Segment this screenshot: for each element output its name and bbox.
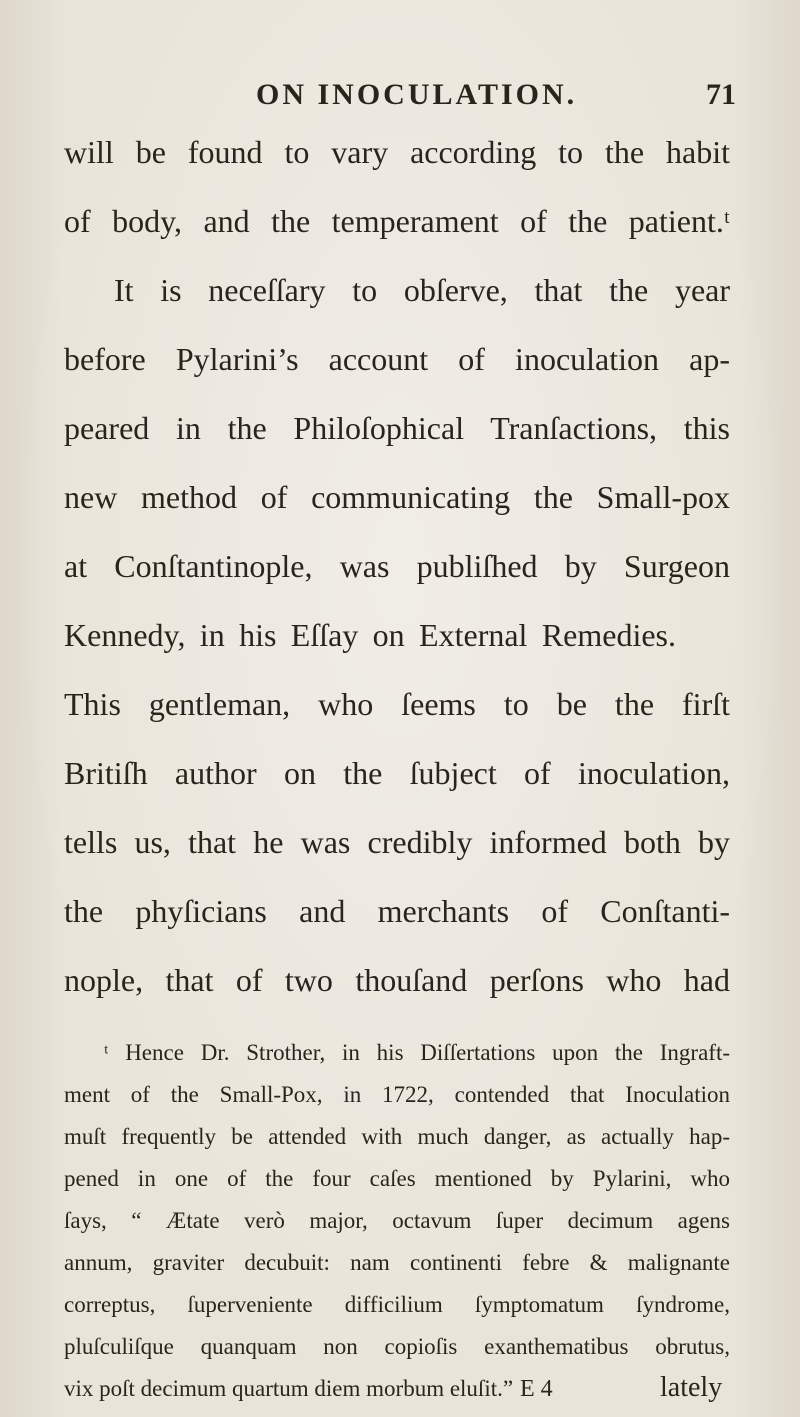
running-head-title: ON INOCULATION. xyxy=(256,78,578,111)
running-head xyxy=(0,78,800,118)
signature-mark: E 4 xyxy=(520,1376,553,1402)
footnote-line: ᵗ Hence Dr. Strother, in his Diſſertations upon the Ingraft- xyxy=(104,1040,730,1065)
footnote-line: annum, graviter decubuit: nam continenti febre & malignante xyxy=(64,1250,730,1275)
body-line: will be found to vary according to the habit xyxy=(64,134,730,170)
body-line: of body, and the temperament of the patient.ᵗ xyxy=(64,203,730,239)
body-line: before Pylarini’s account of inoculation ap- xyxy=(64,341,730,377)
catchword: lately xyxy=(660,1372,723,1403)
body-line: at Conſtantinople, was publiſhed by Surgeon xyxy=(64,548,730,584)
body-line: Kennedy, in his Eſſay on External Remedies. xyxy=(64,617,676,653)
body-line: This gentleman, who ſeems to be the firſt xyxy=(64,686,730,722)
footnote-line: ment of the Small-Pox, in 1722, contended that Inoculation xyxy=(64,1082,730,1107)
page-number: 71 xyxy=(706,78,736,111)
body-line: nople, that of two thouſand perſons who had xyxy=(64,962,730,998)
body-line: Britiſh author on the ſubject of inoculation, xyxy=(64,755,730,791)
body-line: It is neceſſary to obſerve, that the year xyxy=(114,272,730,308)
body-line: the phyſicians and merchants of Conſtanti- xyxy=(64,893,730,929)
footnote-line: muſt frequently be attended with much danger, as actually hap- xyxy=(64,1124,730,1149)
footnote-line: ſays, “ Ætate verò major, octavum ſuper decimum agens xyxy=(64,1208,730,1233)
body-line: peared in the Philoſophical Tranſactions, this xyxy=(64,410,730,446)
footnote-line: correptus, ſuperveniente difficilium ſymptomatum ſyndrome, xyxy=(64,1292,730,1317)
body-line: tells us, that he was credibly informed both by xyxy=(64,824,730,860)
body-line: new method of communicating the Small-pox xyxy=(64,479,730,515)
footnote-line: pluſculiſque quanquam non copioſis exanthematibus obrutus, xyxy=(64,1334,730,1359)
footnote-line: vix poſt decimum quartum diem morbum eluſit.” xyxy=(64,1376,514,1401)
footnote-line: pened in one of the four caſes mentioned by Pylarini, who xyxy=(64,1166,730,1191)
